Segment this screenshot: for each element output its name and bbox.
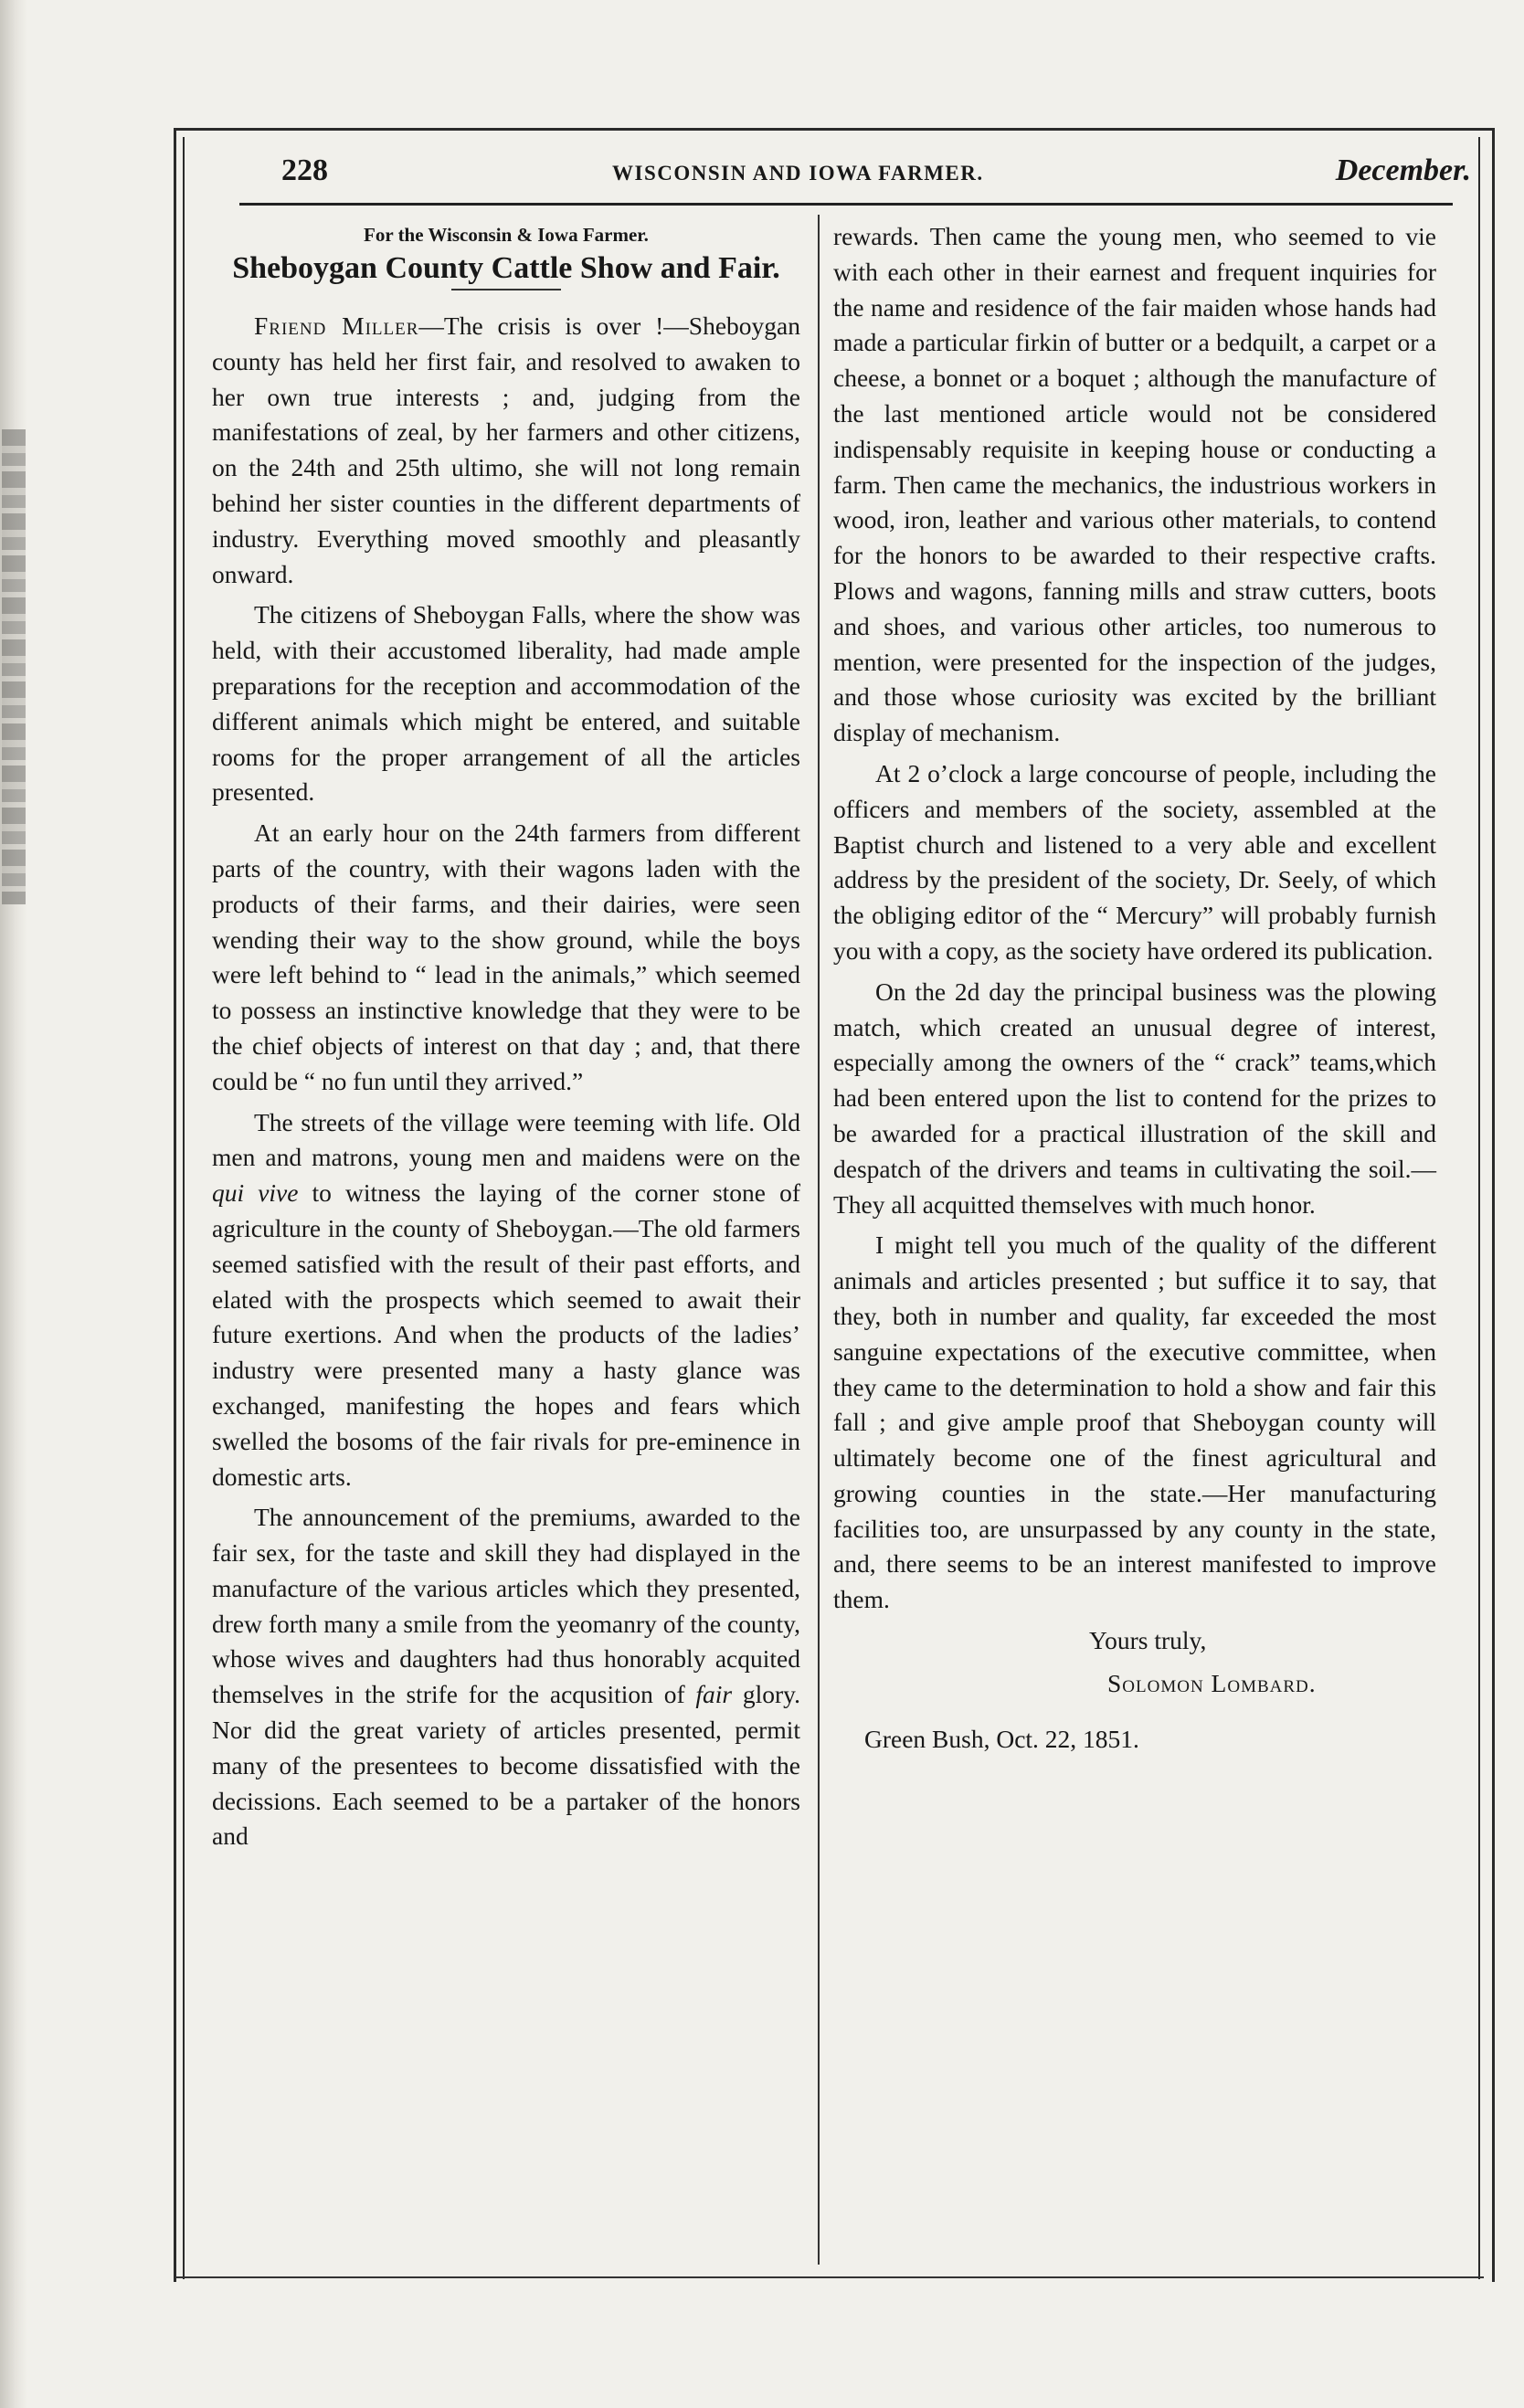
paragraph-5-continued: rewards. Then came the young men, who seemed to vie with each other in their earnest and frequent inquiries for the name and residence of the fair maiden whose hands had made a particular firkin of butter or a bedquilt, a carpet or a cheese, a bonnet or a boquet ; although the manufacture of the last mentioned article would not be considered indispensably requisite in keeping house or conducting a farm. Then came the mechanics, the industrious workers in wood, iron, leather and various other materials, to contend for the honors to be awarded to their respective crafts. Plows and wagons, fanning mills and straw cutters, boots and shoes, and various other articles, too numerous to mention, were presented for the inspection of the judges, and those whose curiosity was excited by the brilliant display of mechanism. [833,222,1436,747]
paragraph-2: The citizens of Sheboygan Falls, where the show was held, with their accustomed liberality, had made ample preparations for the reception and accommodation of the different animals which might be entered, and suitable rooms for the proper arrangement of all the articles presented. [212,600,800,807]
left-column [212,219,800,1854]
page-border-inner-right [1478,137,1480,2279]
spine-library-stamp [2,429,26,904]
paragraph-4-italic: qui vive [212,1178,299,1208]
dateline: Green Bush, Oct. 22, 1851. [864,1724,1139,1753]
paragraph-1-text: —The crisis is over !—Sheboygan county has held her first fair, and resolved to awaken to her own true interests ; and, judging from the manifestations of zeal, by her farmers and other citizens, on the 24th and 25th ultimo, she will not long remain behind her sister counties in the different departments of industry. Everything moved smoothly and pleasantly onward. [212,312,800,588]
paragraph-5-italic: fair [695,1680,733,1709]
paragraph-5-text-b: glory. Nor did the great variety of articles presented, permit many of the presentees to become dissatisfied with the decissions. Each seemed to be a partaker of the honors and [212,1680,800,1851]
signature: Solomon Lombard. [1107,1668,1317,1697]
paragraph-7: On the 2d day the principal business was the plowing match, which created an unusual degree of interest, especially among the owners of the “ crack” teams,which had been entered upon the list to contend for the prizes to be awarded for a practical illustration of the skill and despatch of the drivers and teams in cultivating the soil.—They all acquitted themselves with much honor. [833,977,1436,1219]
paragraph-4 [212,1105,800,1495]
paragraph-3: At an early hour on the 24th farmers from different parts of the country, with their wagons laden with the products of their farms, and their dairies, were seen wending their way to the show ground, while the boys were left behind to “ lead in the animals,” which seemed to possess an instinctive knowledge that they were to be the chief objects of interest on that day ; and, that there could be “ no fun until they arrived.” [212,819,800,1095]
paragraph-1 [212,309,800,592]
paragraph-8: I might tell you much of the quality of the different animals and articles presented ; but suffice it to say, that they, both in number and quality, far exceeded the most sanguine expectations of the executive committee, when they came to the determination to hold a show and fair this fall ; and give ample proof that Sheboygan county will ultimately become one of the finest agricultural and growing counties in the state.—Her manufacturing facilities too, are unsurpassed by any county in the state, and, there seems to be an interest manifested to improve them. [833,1230,1436,1614]
title-rule [451,289,561,290]
right-column [833,219,1436,1757]
book-spine [0,0,27,2408]
header-rule [239,203,1453,206]
issue-month: December. [1335,153,1471,187]
salutation: Friend Miller [254,312,419,340]
paragraph-5-start [212,1500,800,1854]
paragraph-5-text-a: The announcement of the premiums, awarded to the fair sex, for the taste and skill they had displayed in the manufacture of the various articles which they presented, drew forth many a smile from the yeomanry of the county, whose wives and daughters had thus honorably acquited themselves in the strife for the acqusition of [212,1503,800,1709]
paragraph-4-text-a: The streets of the village were teeming with life. Old men and matrons, young men and maidens were on the [212,1107,800,1172]
article-title: Sheboygan County Cattle Show and Fair. [232,251,780,285]
paragraph-6: At 2 o’clock a large concourse of people, including the officers and members of the society, assembled at the Baptist church and listened to a very able and excellent address by the president of the society, Dr. Seely, of which the obliging editor of the “ Mercury” will probably furnish you with a copy, as the society have ordered its publication. [833,758,1436,965]
closing: Yours truly, [1089,1626,1207,1655]
page-number: 228 [281,153,328,187]
article-attribution: For the Wisconsin & Iowa Farmer. [364,224,649,246]
journal-title: WISCONSIN AND IOWA FARMER. [612,162,984,185]
page-bottom-rule [175,2276,1484,2278]
page-border-inner-left [183,137,185,2279]
column-divider [818,215,820,2265]
running-head [192,153,1471,199]
paragraph-4-text-b: to witness the laying of the corner stone of agriculture in the county of Sheboygan.—The old farmers seemed satisfied with the result of their past efforts, and elated with the prospects which seemed to await their future exertions. And when the products of the ladies’ industry were presented many a hasty glance was exchanged, manifesting the hopes and fears which swelled the bosoms of the fair rivals for pre-eminence in domestic arts. [212,1178,800,1491]
